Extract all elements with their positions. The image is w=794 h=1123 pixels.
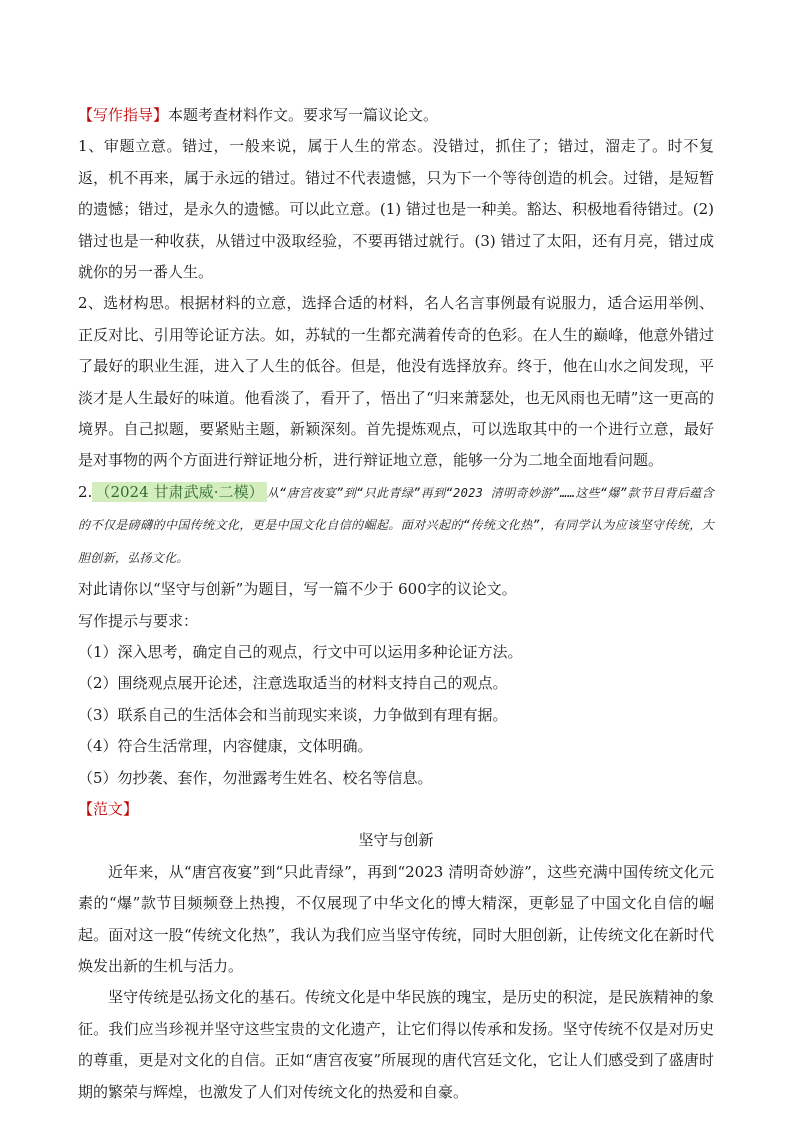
requirement-item: （5）勿抄袭、套作，勿泄露考生姓名、校名等信息。	[78, 768, 433, 787]
essay-paragraph: 近年来，从“唐宫夜宴”到“只此青绿”，再到“2023 清明奇妙游”，这些充满中国传统文化元素的“爆”款节目频频登上热搜，不仅展现了中华文化的博大精深，更彰显了中国文化自信的崛起。面对这一股“传统文化热”，我认为我们应当坚守传统，同时大胆创新，让传统文化在新时代焕发出新的生机与活力。	[78, 862, 714, 975]
question-paragraph	[78, 477, 714, 574]
requirement-item: （1）深入思考，确定自己的观点，行文中可以运用多种论证方法。	[78, 642, 523, 661]
requirement-item: （3）联系自己的生活体会和当前现实来谈，力争做到有理有据。	[78, 705, 508, 724]
requirements-heading: 写作提示与要求：	[78, 611, 199, 630]
question-number: 2.	[78, 482, 93, 501]
essay-label: 【范文】	[78, 799, 139, 818]
guide-point-2: 2、选材构思。根据材料的立意，选择合适的材料，名人名言事例最有说服力，适合运用举例、正反对比、引用等论证方法。如，苏轼的一生都充满着传奇的色彩。在人生的巅峰，他意外错过了最好的职业生涯，进入了人生的低谷。但是，他没有选择放弃。终于，他在山水之间发现，平淡才是人生最好的味道。他看淡了，看开了，悟出了“归来萧瑟处，也无风雨也无晴”这一更高的境界。自己拟题，要紧贴主题，新颖深刻。首先提炼观点，可以选取其中的一个进行立意，最好是对事物的两个方面进行辩证地分析，进行辩证地立意，能够一分为二地全面地看问题。	[78, 294, 714, 470]
requirement-item: （4）符合生活常理，内容健康，文体明确。	[78, 737, 373, 756]
question-prompt: 对此请你以“坚守与创新”为题目，写一篇不少于 600字的议论文。	[78, 580, 517, 599]
guide-intro: 本题考查材料作文。要求写一篇议论文。	[168, 106, 439, 124]
guide-label: 【写作指导】	[78, 106, 169, 124]
question-material: 从“唐宫夜宴”到“只此青绿”再到“2023 清明奇妙游”……这些“爆”款节目背后蕴含的不仅是磅礴的中国传统文化，更是中国文化自信的崛起。面对兴起的“传统文化热”，有同学认为应该坚守传统，大胆创新，弘扬文化。	[78, 485, 714, 565]
requirement-item: （2）围绕观点展开论述，注意选取适当的材料支持自己的观点。	[78, 674, 508, 693]
guide-paragraph	[78, 100, 714, 131]
guide-point-1: 1、审题立意。错过，一般来说，属于人生的常态。没错过，抓住了；错过，溜走了。时不复返，机不再来，属于永远的错过。错过不代表遗憾，只为下一个等待创造的机会。过错，是短暂的遗憾；错过，是永久的遗憾。可以此立意。(1) 错过也是一种美。豁达、积极地看待错过。(2) 错过也是一种收获，从错过中汲取经验，不要再错过就行。(3) 错过了太阳，还有月亮，错过成就你的另一番人生。	[78, 137, 714, 282]
essay-title: 坚守与创新	[358, 831, 434, 850]
question-source-tag: （2024 甘肃武威·二模）	[92, 482, 266, 502]
essay-paragraph: 坚守传统是弘扬文化的基石。传统文化是中华民族的瑰宝，是历史的积淀，是民族精神的象征。我们应当珍视并坚守这些宝贵的文化遗产，让它们得以传承和发扬。坚守传统不仅是对历史的尊重，更是对文化的自信。正如“唐宫夜宴”所展现的唐代宫廷文化，它让人们感受到了盛唐时期的繁荣与辉煌，也激发了人们对传统文化的热爱和自豪。	[78, 988, 714, 1101]
